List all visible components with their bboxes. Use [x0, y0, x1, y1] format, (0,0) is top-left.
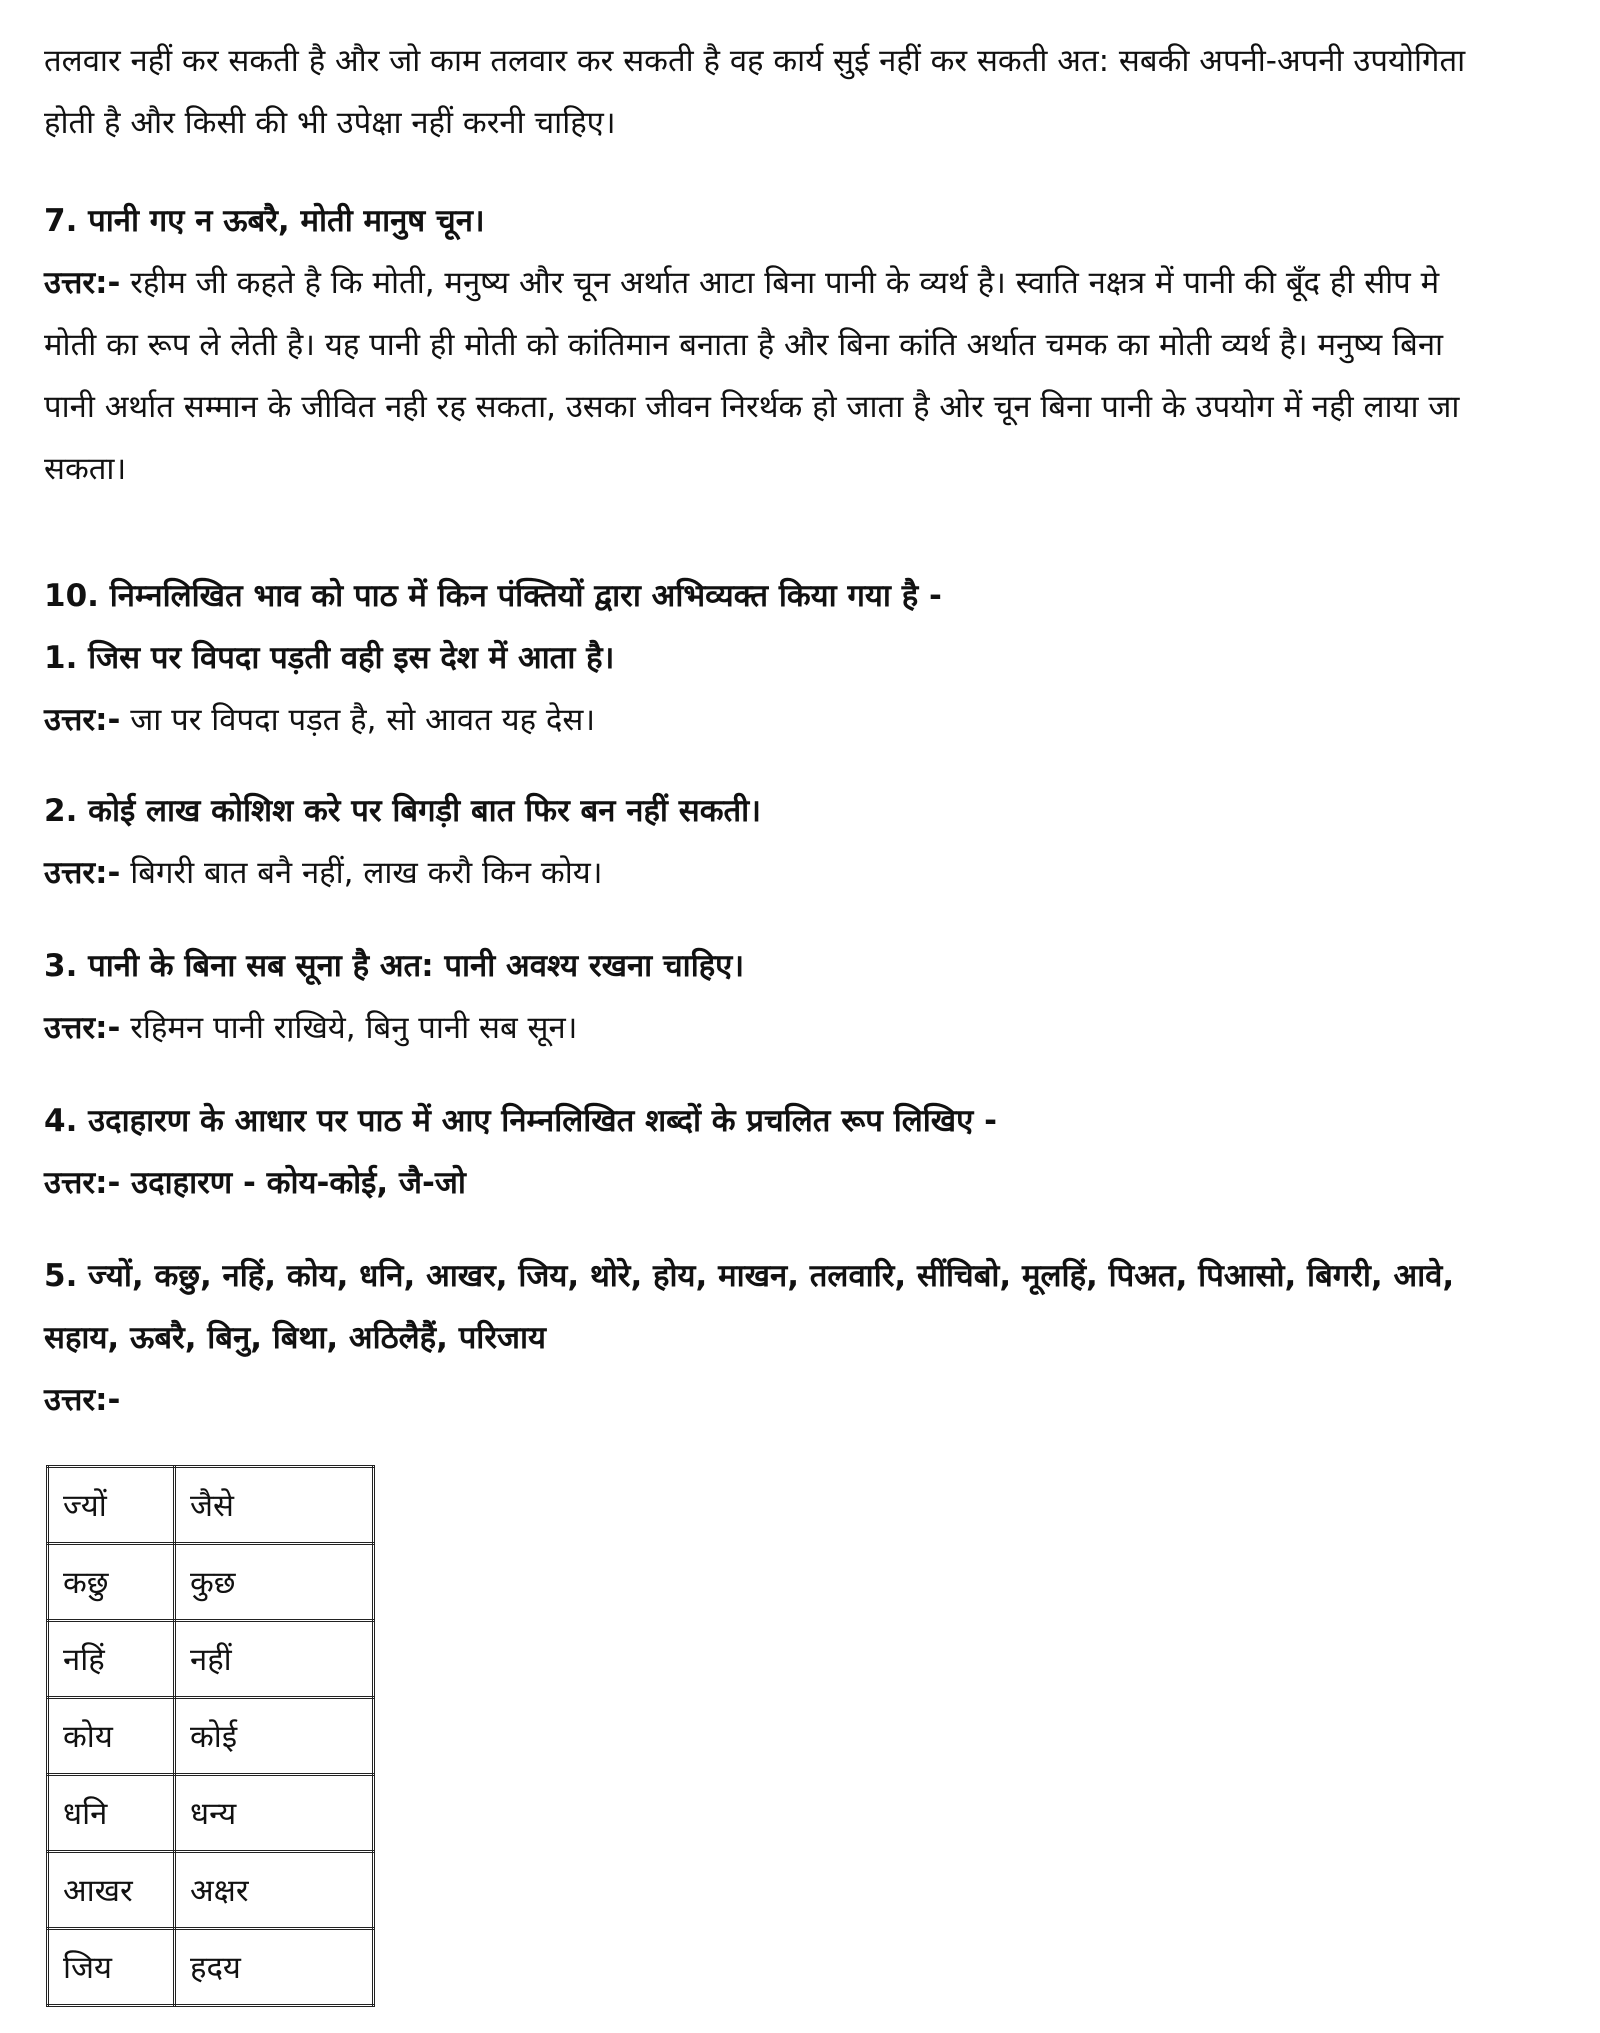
question-4: 4. उदाहारण के आधार पर पाठ में आए निम्नलिखित शब्दों के प्रचलित रूप लिखिए -: [44, 1103, 997, 1139]
answer-text: रहिमन पानी राखिये, बिनु पानी सब सून।: [120, 1010, 578, 1046]
answer-label: उत्तर:-: [44, 1010, 121, 1046]
table-row: [48, 1544, 374, 1621]
table-cell-archaic: आखर: [48, 1852, 175, 1929]
answer-7-line: मोती का रूप ले लेती है। यह पानी ही मोती को कांतिमान बनाता है और बिना कांति अर्थात चमक का मोती व्यर्थ है। मनुष्य बिना: [44, 327, 1444, 363]
answer-7-line: पानी अर्थात सम्मान के जीवित नही रह सकता, उसका जीवन निरर्थक हो जाता है ओर चून बिना पानी के उपयोग में नही लाया जा: [44, 389, 1460, 425]
word-forms-table: [46, 1465, 375, 2007]
sub-answer: [44, 842, 761, 904]
table-cell-archaic: कोय: [48, 1698, 175, 1775]
table-row: [48, 1698, 374, 1775]
question-10-block: [44, 565, 942, 751]
table-row: [48, 1621, 374, 1698]
question-7: 7. पानी गए न ऊबरै, मोती मानुष चून।: [44, 203, 485, 239]
table-row: [48, 1929, 374, 2006]
question-4-block: [44, 1090, 997, 1214]
table-row: [48, 1852, 374, 1929]
table-cell-archaic: ज्यों: [48, 1467, 175, 1544]
answer-text: रहीम जी कहते है कि मोती, मनुष्य और चून अर्थात आटा बिना पानी के व्यर्थ है। स्वाति नक्षत्र में पानी की बूँद ही सीप मे: [120, 265, 1440, 301]
table-cell-modern: हदय: [175, 1929, 374, 2006]
answer-5-label: उत्तर:-: [44, 1382, 121, 1418]
answer-label: उत्तर:-: [44, 265, 121, 301]
question-10-heading: 10. निम्नलिखित भाव को पाठ में किन पंक्तियों द्वारा अभिव्यक्त किया गया है -: [44, 578, 942, 614]
intro-line: होती है और किसी की भी उपेक्षा नहीं करनी चाहिए।: [44, 105, 616, 141]
table-cell-archaic: धनि: [48, 1775, 175, 1852]
table-row: [48, 1775, 374, 1852]
question-5-block: [44, 1245, 1454, 1431]
intro-line: तलवार नहीं कर सकती है और जो काम तलवार कर सकती है वह कार्य सुई नहीं कर सकती अत: सबकी अपनी-अपनी उपयोगिता: [44, 43, 1466, 79]
table-cell-modern: जैसे: [175, 1467, 374, 1544]
table-cell-modern: कुछ: [175, 1544, 374, 1621]
sub-question: 3. पानी के बिना सब सूना है अत: पानी अवश्य रखना चाहिए।: [44, 948, 745, 984]
answer-label: उत्तर:-: [44, 702, 121, 738]
table-cell-archaic: कछु: [48, 1544, 175, 1621]
answer-7-line: सकता।: [44, 451, 127, 487]
answer-label: उत्तर:-: [44, 855, 121, 891]
answer-4: उत्तर:- उदाहारण - कोय-कोई, जै-जो: [44, 1165, 466, 1201]
answer-7-line: [44, 252, 1459, 314]
question-5-line: 5. ज्यों, कछु, नहिं, कोय, धनि, आखर, जिय, थोरे, होय, माखन, तलवारि, सींचिबो, मूलहिं, पिअत, पिआसो, बिगरी, आवे,: [44, 1258, 1455, 1294]
table-cell-modern: कोई: [175, 1698, 374, 1775]
question-7-block: [44, 190, 1459, 500]
sub-question-2-block: [44, 780, 761, 904]
table-cell-archaic: नहिं: [48, 1621, 175, 1698]
question-5-line: सहाय, ऊबरै, बिनु, बिथा, अठिलैहैं, परिजाय: [44, 1320, 547, 1356]
intro-paragraph: [44, 30, 1465, 154]
sub-question: 1. जिस पर विपदा पड़ती वही इस देश में आता है।: [44, 640, 615, 676]
answer-text: जा पर विपदा पड़त है, सो आवत यह देस।: [120, 702, 596, 738]
table-cell-archaic: जिय: [48, 1929, 175, 2006]
sub-question: 2. कोई लाख कोशिश करे पर बिगड़ी बात फिर बन नहीं सकती।: [44, 793, 761, 829]
sub-answer: [44, 689, 942, 751]
table-cell-modern: नहीं: [175, 1621, 374, 1698]
answer-text: बिगरी बात बनै नहीं, लाख करौ किन कोय।: [120, 855, 603, 891]
table-cell-modern: धन्य: [175, 1775, 374, 1852]
table-row: [48, 1467, 374, 1544]
table-cell-modern: अक्षर: [175, 1852, 374, 1929]
sub-answer: [44, 997, 744, 1059]
sub-question-3-block: [44, 935, 744, 1059]
